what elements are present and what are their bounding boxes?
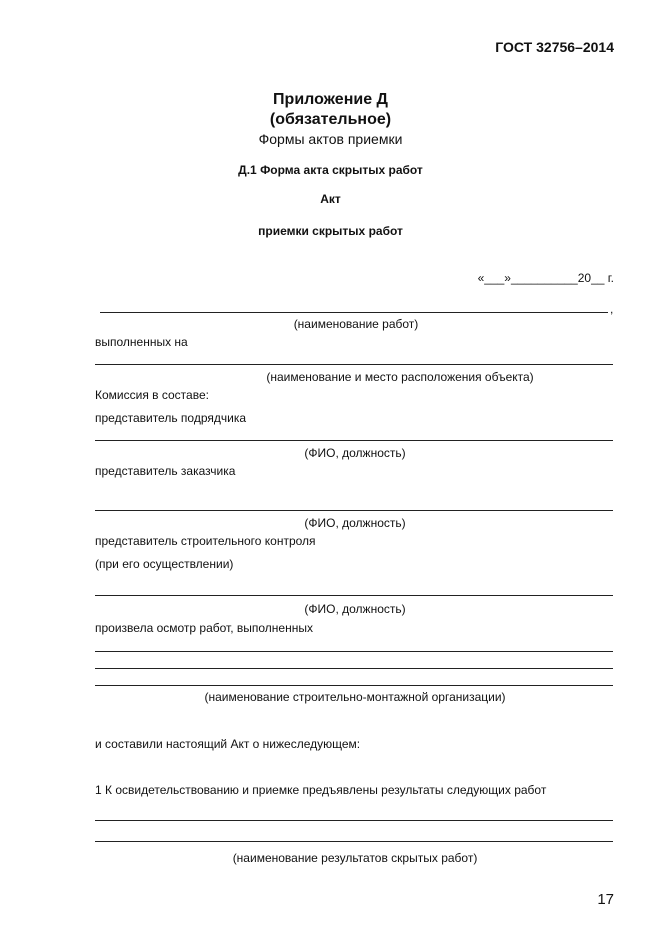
section-heading: Д.1 Форма акта скрытых работ bbox=[238, 163, 423, 177]
act-title: Акт bbox=[320, 192, 341, 206]
results-line-1 bbox=[95, 820, 613, 821]
work-name-line bbox=[100, 312, 608, 313]
work-name-caption: (наименование работ) bbox=[293, 317, 419, 331]
control-note: (при его осуществлении) bbox=[95, 557, 234, 571]
control-caption: (ФИО, должность) bbox=[304, 602, 406, 616]
customer-label: представитель заказчика bbox=[95, 464, 236, 478]
contractor-label: представитель подрядчика bbox=[95, 411, 247, 425]
inspection-label: произвела осмотр работ, выполненных bbox=[95, 621, 313, 635]
organization-caption: (наименование строительно-монтажной организации) bbox=[204, 690, 506, 704]
appendix-title: Приложение Д bbox=[273, 91, 388, 108]
performed-on-label: выполненных на bbox=[95, 335, 188, 349]
results-line-2 bbox=[95, 841, 613, 842]
organization-line-3 bbox=[95, 685, 613, 686]
contractor-line bbox=[95, 440, 613, 441]
organization-line-1 bbox=[95, 651, 613, 652]
act-date-line: «___»__________20__ г. bbox=[477, 271, 614, 285]
customer-caption: (ФИО, должность) bbox=[304, 516, 406, 530]
appendix-status: (обязательное) bbox=[269, 111, 392, 128]
object-caption: (наименование и место расположения объекта) bbox=[266, 370, 534, 384]
results-caption: (наименование результатов скрытых работ) bbox=[232, 851, 478, 865]
act-subtitle: приемки скрытых работ bbox=[258, 224, 403, 238]
trailing-comma: , bbox=[610, 302, 614, 316]
customer-line bbox=[95, 510, 613, 511]
organization-line-2 bbox=[95, 668, 613, 669]
page-number: 17 bbox=[597, 891, 614, 908]
control-label: представитель строительного контроля bbox=[95, 534, 316, 548]
item-1-text: 1 К освидетельствованию и приемке предъявлены результаты следующих работ bbox=[95, 783, 547, 797]
appendix-subtitle: Формы актов приемки bbox=[258, 131, 403, 147]
compiled-text: и составили настоящий Акт о нижеследующем: bbox=[95, 737, 361, 751]
control-line bbox=[95, 595, 613, 596]
standard-code: ГОСТ 32756–2014 bbox=[495, 39, 614, 55]
contractor-caption: (ФИО, должность) bbox=[304, 446, 406, 460]
object-line bbox=[95, 364, 613, 365]
commission-label: Комиссия в составе: bbox=[95, 388, 209, 402]
